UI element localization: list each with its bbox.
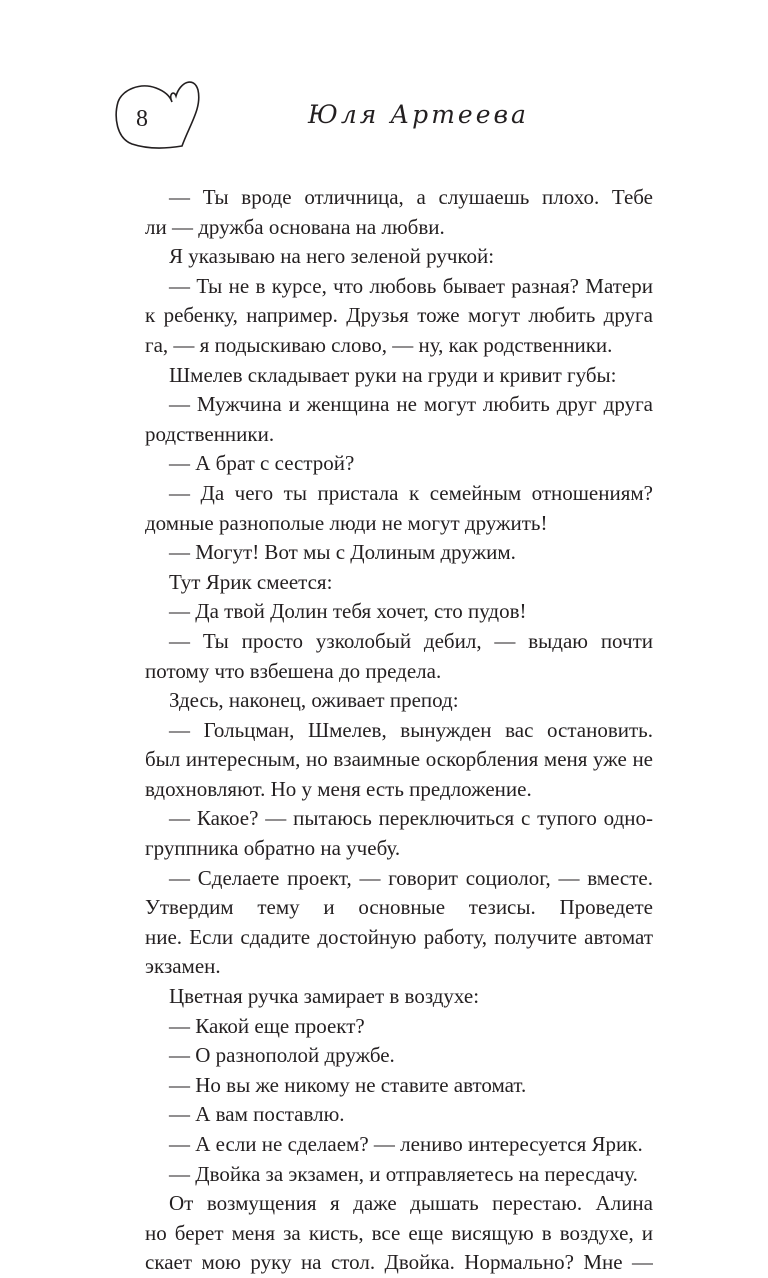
text-line: — Гольцман, Шмелев, вынужден вас остановить.: [169, 717, 653, 742]
text-line: От возмущения я даже дышать перестаю. Алина: [169, 1191, 653, 1216]
text-line: — А вам поставлю.: [169, 1102, 345, 1127]
text-line: Тут Ярик смеется:: [169, 569, 333, 594]
text-line: — О разнополой дружбе.: [169, 1043, 395, 1068]
text-line: Здесь, наконец, оживает препод:: [169, 688, 459, 713]
text-line: группника обратно на учебу.: [145, 836, 401, 861]
text-line: ли — дружба основана на любви.: [145, 214, 445, 239]
text-line: родственники.: [145, 421, 275, 446]
text-line: Шмелев складывает руки на груди и кривит губы:: [169, 362, 617, 387]
text-line: — Ты не в курсе, что любовь бывает разная? Матери: [169, 273, 653, 298]
text-line: домные разнополые люди не могут дружить!: [145, 510, 548, 535]
text-line: но берет меня за кисть, все еще висящую в воздухе, и: [145, 1220, 653, 1245]
heart-icon: [110, 72, 210, 154]
text-line: га, — я подыскиваю слово, — ну, как родственники.: [145, 332, 613, 357]
text-line: вдохновляют. Но у меня есть предложение.: [145, 776, 532, 801]
body-text: [145, 183, 653, 1278]
text-line: — Могут! Вот мы с Долиным дружим.: [169, 540, 516, 565]
text-line: ние. Если сдадите достойную работу, получите автомат: [145, 924, 653, 949]
text-line: — Ты вроде отличница, а слушаешь плохо. Тебе: [169, 185, 653, 209]
text-line: — Какое? — пытаюсь переключиться с тупого одно-: [169, 806, 653, 831]
page-number: 8: [136, 106, 148, 132]
text-line: — Двойка за экзамен, и отправляетесь на пересдачу.: [169, 1161, 638, 1186]
text-line: — Но вы же никому не ставите автомат.: [169, 1072, 527, 1097]
text-line: — А если не сделаем? — лениво интересуется Ярик.: [169, 1132, 643, 1156]
text-line: к ребенку, например. Друзья тоже могут любить друга: [145, 303, 653, 328]
text-line: потому что взбешена до предела.: [145, 658, 442, 683]
text-line: — А брат с сестрой?: [169, 451, 355, 476]
text-line: — Да твой Долин тебя хочет, сто пудов!: [169, 599, 527, 624]
text-line: был интересным, но взаимные оскорбления меня уже не: [145, 747, 653, 772]
text-line: — Какой еще проект?: [169, 1013, 365, 1038]
text-line: скает мою руку на стол. Двойка. Нормально? Мне —: [145, 1250, 653, 1275]
text-line: — Ты просто узколобый дебил, — выдаю почти: [169, 628, 653, 653]
text-line: — Сделаете проект, — говорит социолог, — вместе.: [169, 865, 653, 890]
text-line: Я указываю на него зеленой ручкой:: [169, 244, 495, 269]
text-line: Утвердим тему и основные тезисы. Проведете: [145, 895, 653, 920]
text-line: — Да чего ты пристала к семейным отношениям?: [169, 480, 653, 505]
author-name: Юля Артеева: [308, 100, 529, 129]
text-line: — Мужчина и женщина не могут любить друг друга: [169, 392, 653, 417]
running-header: [110, 72, 530, 162]
text-line: экзамен.: [145, 954, 221, 979]
text-line: Цветная ручка замирает в воздухе:: [169, 984, 480, 1009]
